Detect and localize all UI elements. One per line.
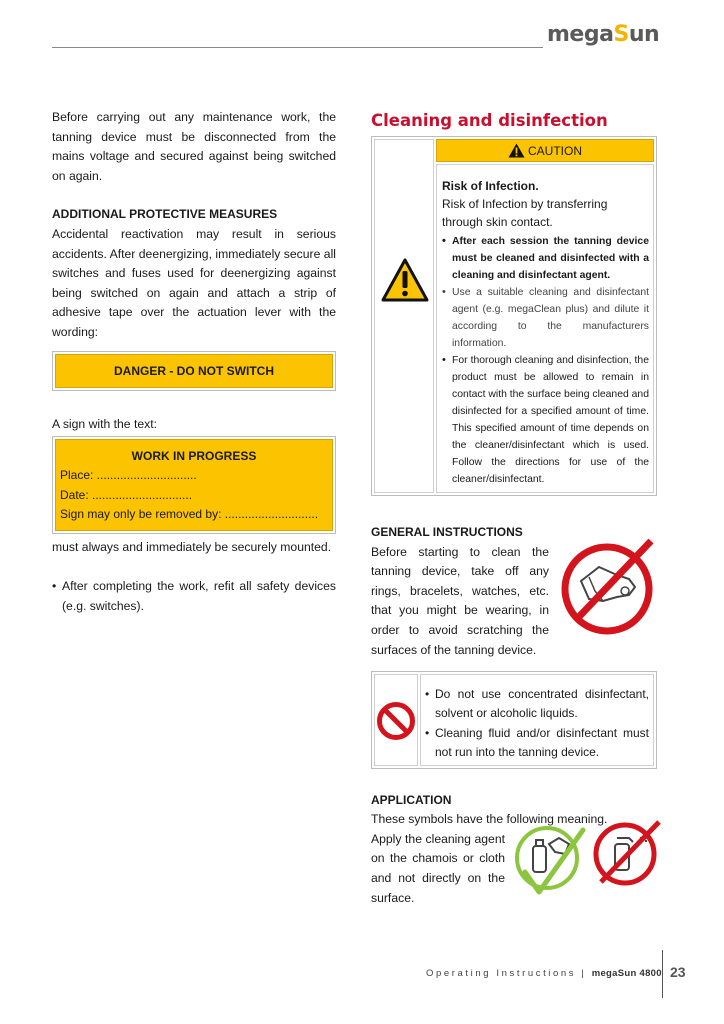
sign-removed-by: Sign may only be removed by: ............................ [60, 506, 319, 521]
application-heading: APPLICATION [371, 792, 452, 807]
refit-bullet: • After completing the work, refit all safety devices (e.g. switches). [52, 577, 336, 616]
caution-table [371, 136, 657, 496]
danger-label-box [52, 351, 336, 391]
additional-measures-heading: ADDITIONAL PROTECTIVE MEASURES [52, 207, 278, 222]
caution-bullet: • For thorough cleaning and disinfection, the product must be allowed to remain in contact with the surface being cleaned and disinfected for a specified amount of time. This specified amount of time depends on the cleaner/disinfectant which is used. Follow the directions for use of the cleaner/disinfectant. [442, 352, 649, 488]
footer-rule [662, 950, 663, 998]
no-jewelry-icon [559, 537, 659, 637]
brand-logo: megaSun [547, 22, 660, 47]
note-bullet: • Do not use concentrated disinfectant, solvent or alcoholic liquids. [425, 685, 649, 724]
warning-triangle-icon [381, 258, 429, 302]
right-column [371, 108, 657, 910]
general-instructions-heading: GENERAL INSTRUCTIONS [371, 525, 523, 539]
check-cloth-icon [511, 820, 591, 900]
warning-icon [508, 143, 525, 158]
page-number: 23 [670, 964, 686, 980]
header-rule [52, 47, 543, 48]
risk-title: Risk of Infection. [442, 179, 539, 193]
sign-title: WORK IN PROGRESS [131, 449, 257, 464]
caution-bullet: • After each session the tanning device must be cleaned and disinfected with a cleaning and disinfectant agent. [442, 233, 649, 284]
no-spray-icon [589, 816, 665, 892]
work-in-progress-sign [52, 436, 336, 534]
additional-measures-text: Accidental reactivation may result in serious accidents. After deenergizing, immediately secure all switches and fuses used for deenergizing against being switched on again and attach a strip of adhesive tape over the actuation lever with the wording: [52, 226, 336, 339]
sign-date: Date: .............................. [60, 487, 193, 502]
sign-intro: A sign with the text: [52, 416, 158, 431]
intro-paragraph: Before carrying out any maintenance work, the tanning device must be disconnected from the mains voltage and secured against being switched on again. [52, 110, 336, 183]
caution-icon-cell [374, 139, 434, 493]
general-instructions-text: Before starting to clean the tanning device, take off any rings, bracelets, watches, etc. that you might be wearing, in order to avoid scratching the surfaces of the tanning device. [371, 544, 549, 657]
notes-table [371, 671, 657, 769]
risk-description: Risk of Infection by transferring through skin contact. [442, 197, 608, 229]
footer-model: megaSun 4800 [591, 968, 662, 979]
caution-body [436, 164, 654, 493]
left-column [52, 108, 336, 616]
notes-content [420, 674, 654, 766]
note-bullet: • Cleaning fluid and/or disinfectant must not run into the tanning device. [425, 724, 649, 763]
caution-header [436, 139, 654, 162]
application-line: These symbols have the following meaning. [371, 812, 608, 827]
caution-label: CAUTION [528, 143, 582, 158]
mounted-text: must always and immediately be securely mounted. [52, 540, 332, 555]
sign-place: Place: .............................. [60, 468, 197, 483]
application-text: Apply the cleaning agent on the chamois or cloth and not directly on the surface. [371, 831, 505, 905]
prohibition-icon [376, 701, 416, 741]
notes-icon-cell [374, 674, 418, 766]
section-title: Cleaning and disinfection [371, 111, 608, 130]
caution-bullet: • Use a suitable cleaning and disinfectant agent (e.g. megaClean plus) and dilute it according to the manufacturers information. [442, 284, 649, 352]
danger-label: DANGER - DO NOT SWITCH [55, 354, 333, 388]
footer-label: Operating Instructions | megaSun 4800 [426, 968, 662, 979]
